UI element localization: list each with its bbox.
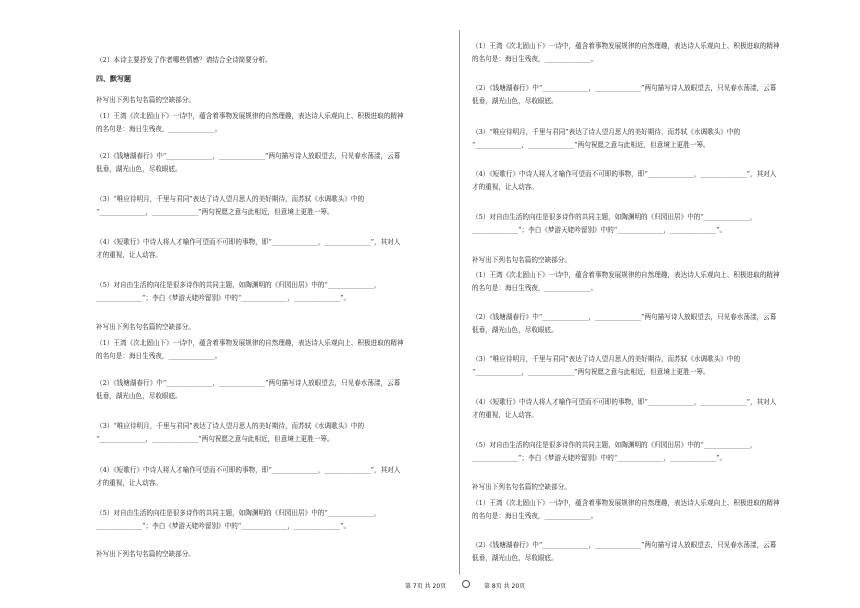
question-line: ______________”；李白《梦游天姥吟留别》中的“______________，______________”。 bbox=[96, 522, 351, 530]
question-line: 的名句是：海日生残夜，______________。 bbox=[96, 125, 222, 133]
instruction-line: 补写出下列名句名篇的空缺部分。 bbox=[472, 256, 571, 264]
question-line: 才的重视，让人动容。 bbox=[96, 251, 162, 259]
left-page bbox=[96, 0, 446, 608]
binding-circle-icon bbox=[462, 580, 470, 588]
page-number-left: 第 7页 共 20页 bbox=[405, 583, 447, 590]
question-line: “______________，______________”两句祝愿之意与此相近，但意境上更胜一筹。 bbox=[472, 141, 710, 149]
question-line: （2）《钱塘湖春行》中“______________，______________”两句描写诗人放眼望去，只见春水荡漾，云幕 bbox=[472, 313, 777, 321]
question-line: “______________，______________”两句祝愿之意与此相近，但意境上更胜一筹。 bbox=[472, 368, 710, 376]
question-line: （1）王湾《次北固山下》一诗中，蕴含着事物发展规律的自然理趣，表达诗人乐观向上、积极进取的精神 bbox=[96, 112, 404, 120]
right-page bbox=[472, 0, 837, 608]
question-line: 才的重视，让人动容。 bbox=[472, 183, 538, 191]
question-line: 低垂，湖光山色，尽收眼底。 bbox=[472, 97, 558, 105]
question-line: （3）“唯应待明月，千里与君同”表达了诗人望月思人的美好期待，而苏轼《水调歌头》中的 bbox=[472, 128, 741, 136]
instruction-line: 补写出下列名句名篇的空缺部分。 bbox=[96, 323, 195, 331]
question-line: （3）“唯应待明月，千里与君同”表达了诗人望月思人的美好期待，而苏轼《水调歌头》中的 bbox=[96, 195, 365, 203]
section-heading: 四、默写题 bbox=[96, 74, 131, 83]
question-line: （4）《短歌行》中诗人将人才喻作可望而不可即的事物，即“______________，______________”，其对人 bbox=[96, 238, 401, 246]
question-line: 低垂，湖光山色，尽收眼底。 bbox=[472, 326, 558, 334]
question-line: （1）王湾《次北固山下》一诗中，蕴含着事物发展规律的自然理趣，表达诗人乐观向上、积极进取的精神 bbox=[472, 271, 780, 279]
question-line: （3）“唯应待明月，千里与君同”表达了诗人望月思人的美好期待，而苏轼《水调歌头》中的 bbox=[472, 355, 741, 363]
question-line: （2）本诗主要抒发了作者哪些情感？请结合全诗简要分析。 bbox=[96, 56, 272, 64]
question-line: （5）对自由生活的向往是很多诗作的共同主题，如陶渊明的《归园田居》中的“______________， bbox=[472, 213, 757, 221]
question-line: “______________，______________”两句祝愿之意与此相近，但意境上更胜一筹。 bbox=[96, 435, 334, 443]
question-line: （1）王湾《次北固山下》一诗中，蕴含着事物发展规律的自然理趣，表达诗人乐观向上、积极进取的精神 bbox=[472, 499, 780, 507]
instruction-line: 补写出下列名句名篇的空缺部分。 bbox=[96, 550, 195, 558]
question-line: “______________，______________”两句祝愿之意与此相近，但意境上更胜一筹。 bbox=[96, 208, 334, 216]
question-line: （2）《钱塘湖春行》中“______________，______________”两句描写诗人放眼望去，只见春水荡漾，云幕 bbox=[96, 379, 401, 387]
question-line: 低垂，湖光山色，尽收眼底。 bbox=[96, 392, 182, 400]
question-line: 低垂，湖光山色，尽收眼底。 bbox=[96, 165, 182, 173]
question-line: （1）王湾《次北固山下》一诗中，蕴含着事物发展规律的自然理趣，表达诗人乐观向上、积极进取的精神 bbox=[472, 42, 780, 50]
question-line: ______________”；李白《梦游天姥吟留别》中的“______________，______________”。 bbox=[472, 226, 727, 234]
question-line: （2）《钱塘湖春行》中“______________，______________”两句描写诗人放眼望去，只见春水荡漾，云幕 bbox=[472, 84, 777, 92]
question-line: 的名句是：海日生残夜，______________。 bbox=[472, 512, 598, 520]
question-line: （4）《短歌行》中诗人将人才喻作可望而不可即的事物，即“______________，______________”，其对人 bbox=[472, 170, 777, 178]
question-line: （1）王湾《次北固山下》一诗中，蕴含着事物发展规律的自然理趣，表达诗人乐观向上、积极进取的精神 bbox=[96, 339, 404, 347]
page-divider bbox=[459, 30, 460, 575]
question-line: ______________”；李白《梦游天姥吟留别》中的“______________，______________”。 bbox=[96, 294, 351, 302]
instruction-line: 补写出下列名句名篇的空缺部分。 bbox=[96, 96, 195, 104]
question-line: 的名句是：海日生残夜，______________。 bbox=[472, 55, 598, 63]
question-line: （4）《短歌行》中诗人将人才喻作可望而不可即的事物，即“______________，______________”，其对人 bbox=[472, 398, 777, 406]
question-line: 低垂，湖光山色，尽收眼底。 bbox=[472, 554, 558, 562]
question-line: ______________”；李白《梦游天姥吟留别》中的“______________，______________”。 bbox=[472, 454, 727, 462]
question-line: 的名句是：海日生残夜，______________。 bbox=[96, 352, 222, 360]
question-line: （2）《钱塘湖春行》中“______________，______________”两句描写诗人放眼望去，只见春水荡漾，云幕 bbox=[96, 152, 401, 160]
instruction-line: 补写出下列名句名篇的空缺部分。 bbox=[472, 483, 571, 491]
question-line: （3）“唯应待明月，千里与君同”表达了诗人望月思人的美好期待，而苏轼《水调歌头》中的 bbox=[96, 422, 365, 430]
page-number-right: 第 8页 共 20页 bbox=[484, 583, 526, 590]
question-line: 才的重视，让人动容。 bbox=[96, 479, 162, 487]
question-line: （5）对自由生活的向往是很多诗作的共同主题，如陶渊明的《归园田居》中的“______________， bbox=[96, 281, 381, 289]
question-line: （4）《短歌行》中诗人将人才喻作可望而不可即的事物，即“______________，______________”，其对人 bbox=[96, 466, 401, 474]
question-line: （5）对自由生活的向往是很多诗作的共同主题，如陶渊明的《归园田居》中的“______________， bbox=[472, 441, 757, 449]
question-line: 的名句是：海日生残夜，______________。 bbox=[472, 284, 598, 292]
question-line: （2）《钱塘湖春行》中“______________，______________”两句描写诗人放眼望去，只见春水荡漾，云幕 bbox=[472, 541, 777, 549]
question-line: 才的重视，让人动容。 bbox=[472, 411, 538, 419]
question-line: （5）对自由生活的向往是很多诗作的共同主题，如陶渊明的《归园田居》中的“______________， bbox=[96, 509, 381, 517]
